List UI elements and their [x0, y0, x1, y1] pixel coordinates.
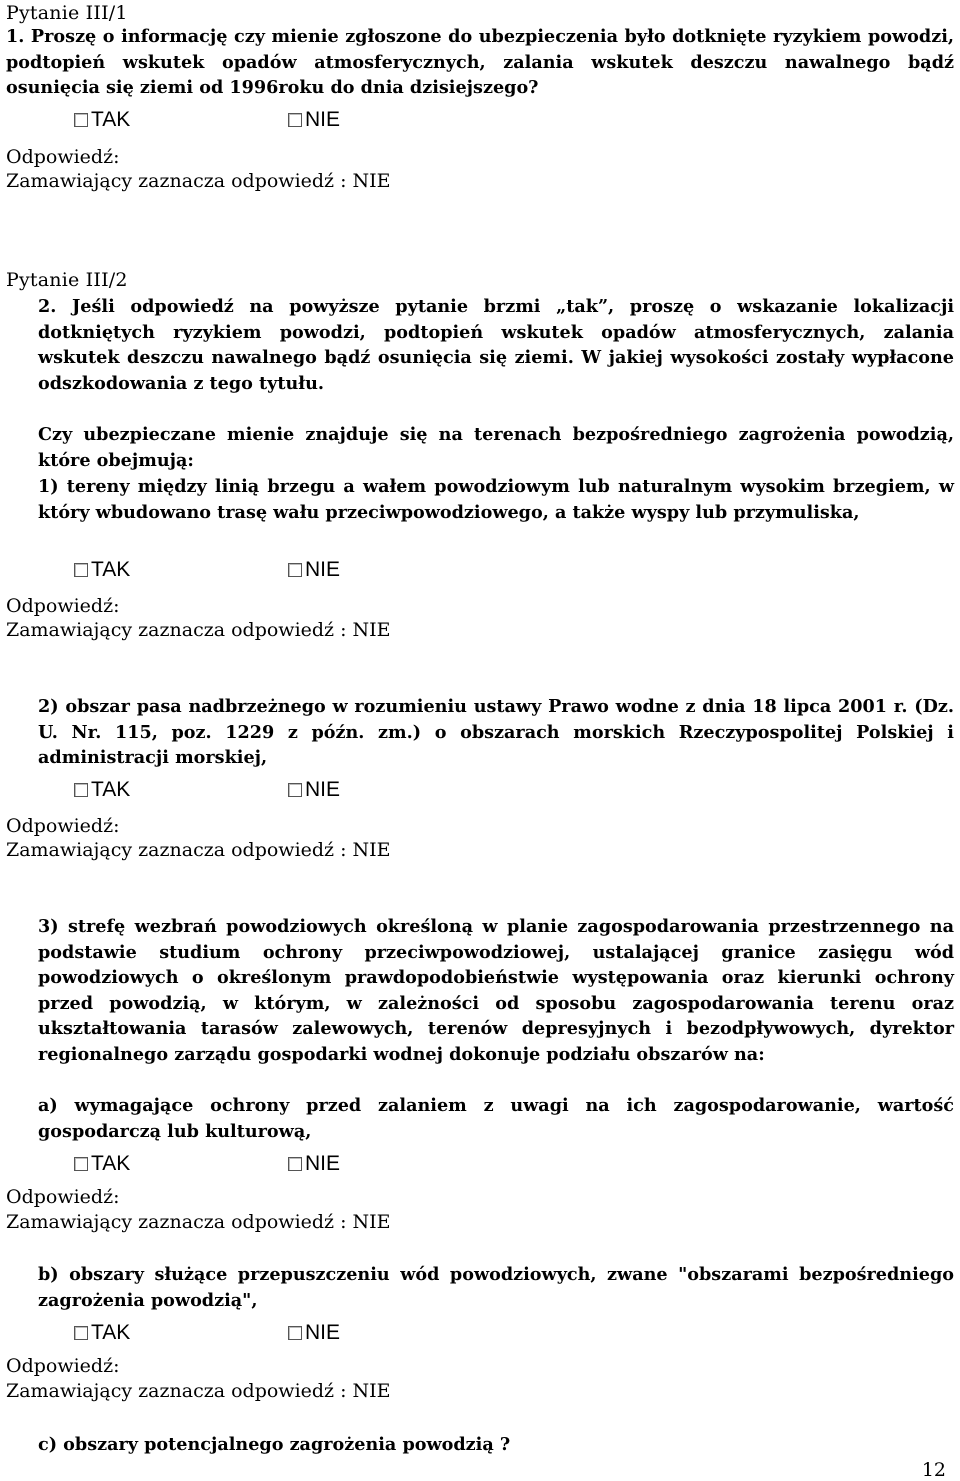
item-3c: c) obszary potencjalnego zagrożenia powodzią ? — [38, 1434, 511, 1455]
option-yes[interactable] — [74, 108, 130, 132]
option-no[interactable] — [288, 778, 340, 802]
option-no[interactable] — [288, 1321, 340, 1345]
question-header: Pytanie III/1 — [6, 2, 128, 24]
item-3: 3) strefę wezbrań powodziowych określoną w planie zagospodarowania przestrzennego na podstawie studium ochrony przeciwpowodziowej, ustalającej granice zasięgu wód powodziowych o określonym prawdopodobieństwie występowania oraz kierunki ochrony przed powodzią, w którym, w zależności od sposobu zagospodarowania terenu oraz ukształtowania tarasów zalewowych, terenów depresyjnych i bezodpływowych, dyrektor regionalnego zarządu gospodarki wodnej dokonuje podziału obszarów na: — [38, 916, 954, 1065]
answer-label: Odpowiedź: — [6, 146, 120, 168]
option-no-label: NIE — [305, 1152, 341, 1175]
checkbox-icon[interactable] — [288, 113, 302, 127]
checkbox-icon[interactable] — [288, 563, 302, 577]
option-no[interactable] — [288, 1152, 340, 1176]
question-paragraph: 1. Proszę o informację czy mienie zgłoszone do ubezpieczenia było dotknięte ryzykiem powodzi, podtopień wskutek opadów atmosferycznych, zalania wskutek deszczu nawalnego bądź osunięcia się ziemi od 1996roku do dnia dzisiejszego? — [6, 26, 954, 98]
option-yes-label: TAK — [91, 1152, 131, 1175]
checkbox-icon[interactable] — [288, 1326, 302, 1340]
option-no-label: NIE — [305, 558, 341, 581]
answer-text: Zamawiający zaznacza odpowiedź : NIE — [6, 1380, 391, 1402]
checkbox-icon[interactable] — [74, 563, 88, 577]
option-yes-label: TAK — [91, 1321, 131, 1344]
item-1: 1) tereny między linią brzegu a wałem powodziowym lub naturalnym wysokim brzegiem, w który wbudowano trasę wału przeciwpowodziowego, a także wyspy lub przymuliska, — [38, 476, 954, 523]
item-3a: a) wymagające ochrony przed zalaniem z uwagi na ich zagospodarowanie, wartość gospodarczą lub kulturową, — [38, 1095, 954, 1142]
option-no[interactable] — [288, 108, 340, 132]
option-yes[interactable] — [74, 1321, 130, 1345]
option-no-label: NIE — [305, 1321, 341, 1344]
item-2: 2) obszar pasa nadbrzeżnego w rozumieniu ustawy Prawo wodne z dnia 18 lipca 2001 r. (Dz. U. Nr. 115, poz. 1229 z późn. zm.) o obszarach morskich Rzeczypospolitej Polskiej i administracji morskiej, — [38, 696, 954, 768]
checkbox-icon[interactable] — [74, 1157, 88, 1171]
option-yes-label: TAK — [91, 778, 131, 801]
checkbox-icon[interactable] — [74, 113, 88, 127]
option-yes-label: TAK — [91, 108, 131, 131]
question-intro: 2. Jeśli odpowiedź na powyższe pytanie brzmi „tak”, proszę o wskazanie lokalizacji dotkniętych ryzykiem powodzi, podtopień wskutek opadów atmosferycznych, zalania wskutek deszczu nawalnego bądź osunięcia się ziemi. W jakiej wysokości zostały wypłacone odszkodowania z tego tytułu. — [38, 296, 954, 394]
item-3b: b) obszary służące przepuszczeniu wód powodziowych, zwane "obszarami bezpośredniego zagrożenia powodzią", — [38, 1264, 954, 1311]
answer-label: Odpowiedź: — [6, 1355, 120, 1377]
option-no-label: NIE — [305, 108, 341, 131]
answer-label: Odpowiedź: — [6, 1186, 120, 1208]
answer-text: Zamawiający zaznacza odpowiedź : NIE — [6, 839, 391, 861]
question-lead: Czy ubezpieczane mienie znajduje się na terenach bezpośredniego zagrożenia powodzią, które obejmują: — [38, 424, 954, 471]
question-header: Pytanie III/2 — [6, 269, 128, 291]
checkbox-icon[interactable] — [74, 1326, 88, 1340]
option-no-label: NIE — [305, 778, 341, 801]
page-number: 12 — [921, 1459, 946, 1481]
answer-text: Zamawiający zaznacza odpowiedź : NIE — [6, 619, 391, 641]
answer-text: Zamawiający zaznacza odpowiedź : NIE — [6, 170, 391, 192]
question-text — [6, 24, 954, 101]
option-yes[interactable] — [74, 558, 130, 582]
checkbox-icon[interactable] — [288, 783, 302, 797]
option-no[interactable] — [288, 558, 340, 582]
checkbox-icon[interactable] — [74, 783, 88, 797]
option-yes[interactable] — [74, 1152, 130, 1176]
option-yes[interactable] — [74, 778, 130, 802]
answer-label: Odpowiedź: — [6, 815, 120, 837]
option-yes-label: TAK — [91, 558, 131, 581]
answer-label: Odpowiedź: — [6, 595, 120, 617]
checkbox-icon[interactable] — [288, 1157, 302, 1171]
answer-text: Zamawiający zaznacza odpowiedź : NIE — [6, 1211, 391, 1233]
